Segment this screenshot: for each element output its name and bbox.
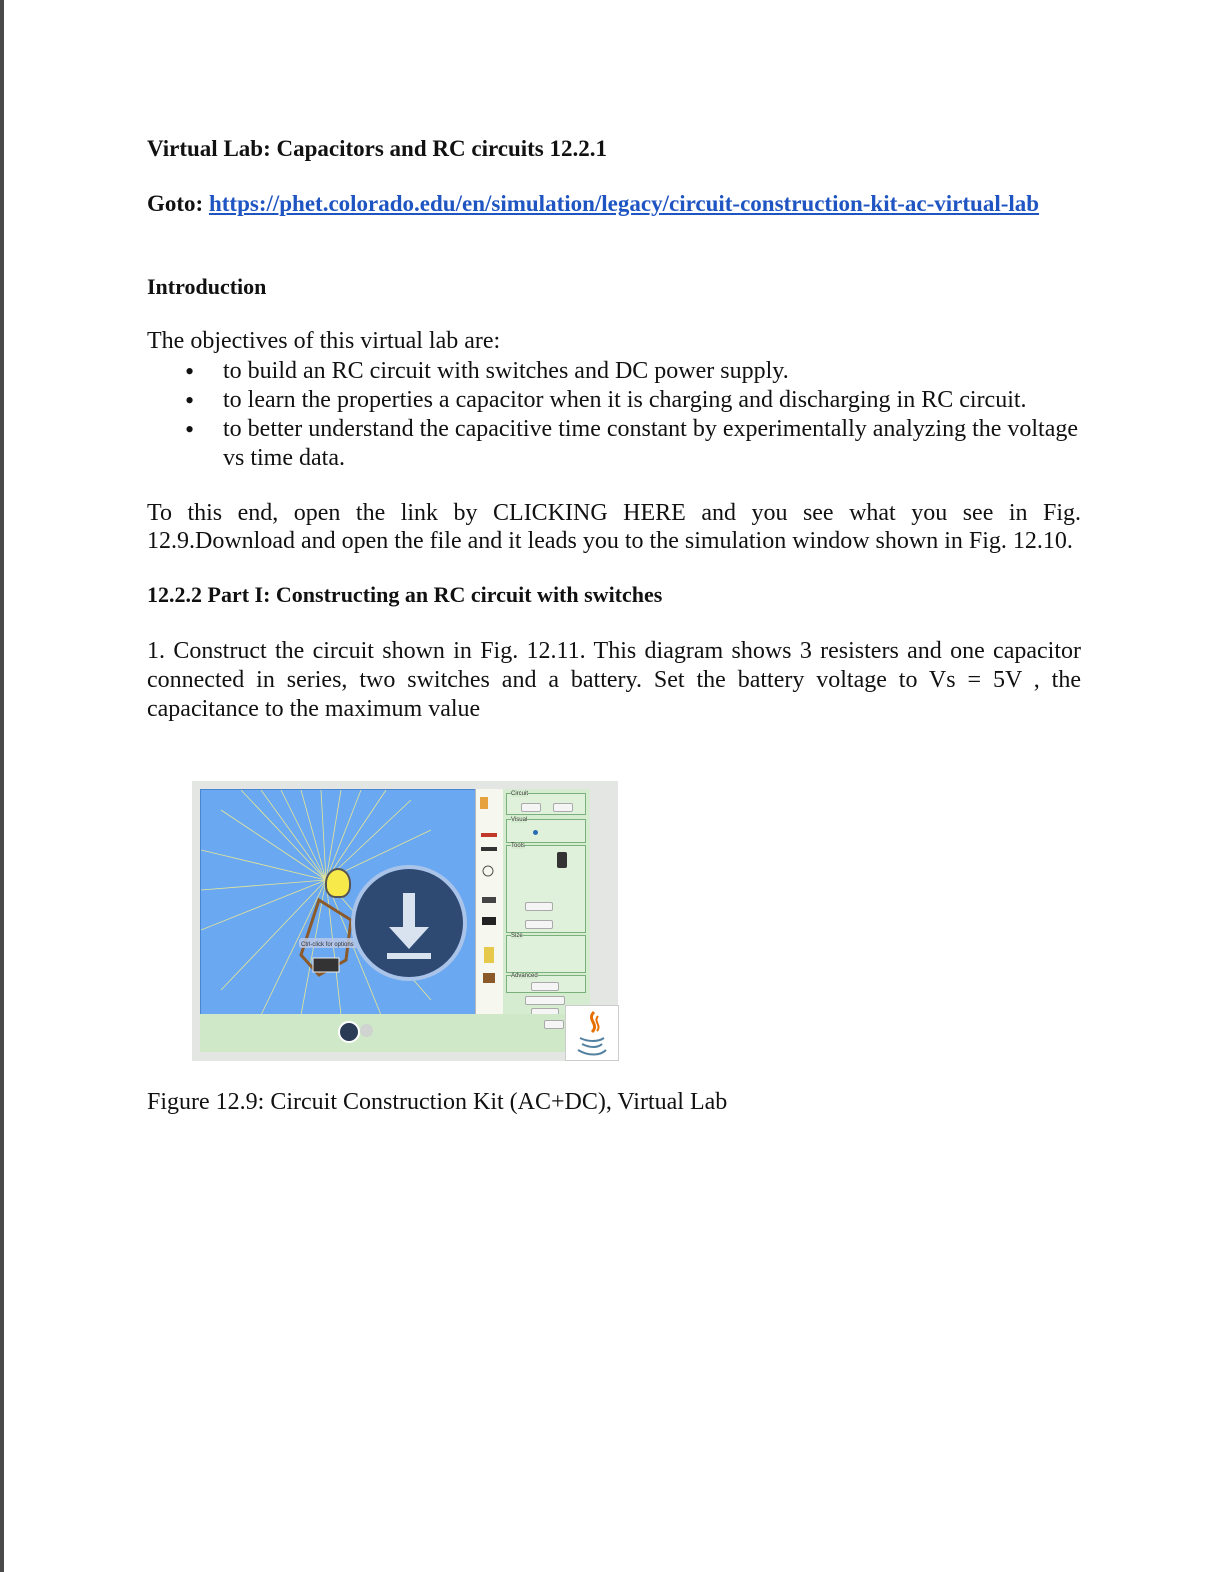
goto-link[interactable]: https://phet.colorado.edu/en/simulation/legacy/circuit-construction-kit-ac-virtual-lab: [208, 191, 1040, 216]
size-group: [506, 935, 586, 973]
figure-caption: Figure 12.9: Circuit Construction Kit (AC+DC), Virtual Lab: [147, 1089, 728, 1115]
objective-item: • to build an RC circuit with switches and DC power supply.: [147, 357, 1087, 386]
voltmeter-icon: [557, 852, 567, 868]
step-icon[interactable]: [360, 1024, 373, 1037]
objectives-list: [147, 357, 1087, 473]
save-button[interactable]: [521, 803, 541, 812]
document-title: Virtual Lab: Capacitors and RC circuits 12.2.1: [147, 136, 607, 161]
current-chart-button[interactable]: [525, 902, 553, 911]
goto-label: Goto:: [147, 191, 204, 216]
section-heading: 12.2.2 Part I: Constructing an RC circuit with switches: [147, 582, 663, 607]
visual-group: [506, 819, 586, 843]
advanced-group: [506, 975, 586, 993]
load-button[interactable]: [553, 803, 573, 812]
objective-item: • to learn the properties a capacitor when it is charging and discharging in RC circuit.: [147, 386, 1087, 415]
intro-heading: Introduction: [147, 274, 267, 299]
simulation-screenshot-figure: [192, 781, 618, 1061]
lifelike-radio[interactable]: [533, 830, 538, 835]
component-toolbox: [475, 789, 504, 1014]
instructions-paragraph: To this end, open the link by CLICKING HERE and you see what you see in Fig. 12.9.Download and open the file and it leads you to the simulation window shown in Fig. 12.10.: [147, 500, 1081, 554]
step-1-paragraph: 1. Construct the circuit shown in Fig. 12.11. This diagram shows 3 resisters and one capacitor connected in series, two switches and a battery. Set the battery voltage to Vs = 5V , the capacitance to the maximum value: [147, 638, 1081, 722]
objective-item: • to better understand the capacitive time constant by experimentally analyzing the voltage vs time data.: [147, 415, 1087, 473]
simulation-bottom-bar: [200, 1014, 598, 1052]
objectives-lead: The objectives of this virtual lab are:: [147, 328, 501, 354]
circuit-group: [506, 793, 586, 815]
advanced-label: Advanced: [511, 973, 538, 979]
show-button[interactable]: [531, 982, 559, 991]
tools-label: Tools: [511, 843, 526, 849]
visual-label: Visual: [511, 817, 528, 823]
battery-icon: [313, 958, 339, 972]
java-logo-icon: [565, 1005, 619, 1061]
circuit-label: Circuit: [511, 791, 529, 797]
simulation-canvas: [200, 789, 477, 1016]
reset-dynamics-button[interactable]: [525, 996, 565, 1005]
pause-icon[interactable]: [338, 1021, 360, 1043]
tools-group: [506, 845, 586, 933]
hint-label: Ctrl-click for options: [301, 942, 354, 948]
size-label: Size: [511, 933, 523, 939]
download-icon[interactable]: [351, 865, 467, 981]
page-left-edge: [0, 0, 4, 1572]
control-panel: [503, 789, 590, 1014]
light-bulb-icon: [325, 868, 351, 898]
help-button[interactable]: [544, 1020, 564, 1029]
goto-line: [147, 191, 1039, 217]
voltage-chart-button[interactable]: [525, 920, 553, 929]
